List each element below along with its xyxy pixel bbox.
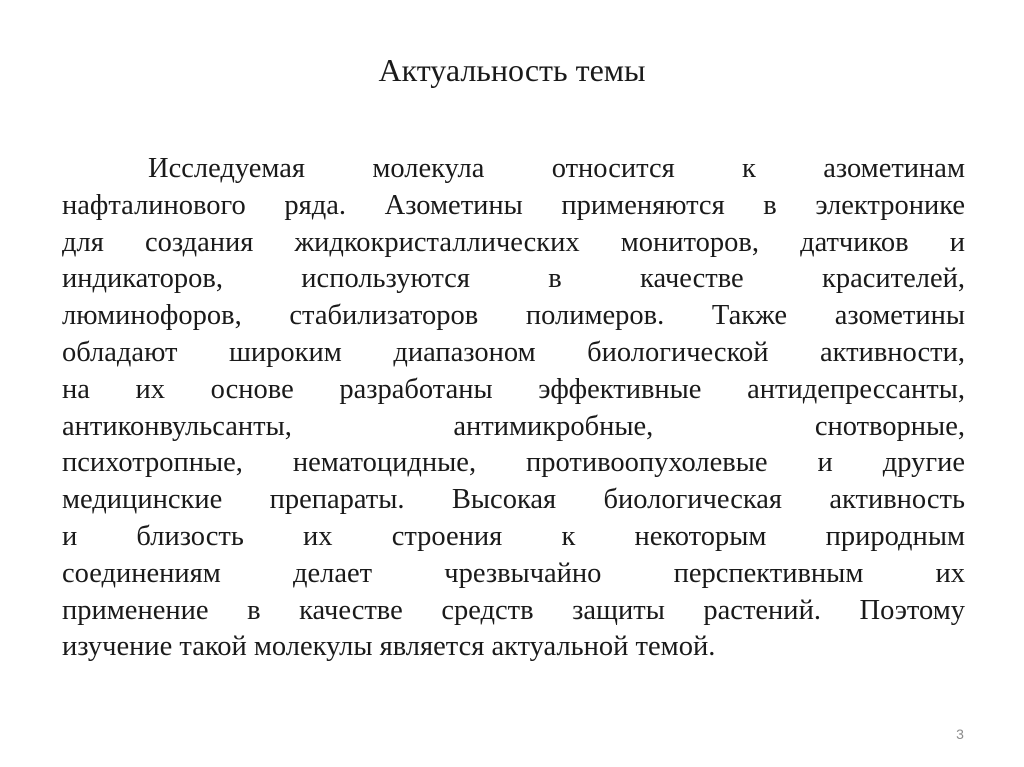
paragraph-line: на их основе разработаны эффективные антидепрессанты, xyxy=(62,373,965,405)
paragraph-line: медицинские препараты. Высокая биологическая активность xyxy=(62,484,965,516)
paragraph-line: индикаторов, используются в качестве красителей, xyxy=(62,263,965,295)
page-number: 3 xyxy=(956,726,964,742)
paragraph-line: антиконвульсанты, антимикробные, снотворные, xyxy=(62,410,965,442)
paragraph-line: нафталинового ряда. Азометины применяются в электронике xyxy=(62,189,965,221)
paragraph-line: изучение такой молекулы является актуальной темой. xyxy=(62,631,716,663)
paragraph-line: Исследуемая молекула относится к азометинам xyxy=(148,153,965,184)
paragraph-line: обладают широким диапазоном биологической активности, xyxy=(62,336,965,368)
body-paragraph xyxy=(62,151,965,666)
paragraph-line: для создания жидкокристаллических мониторов, датчиков и xyxy=(62,226,965,258)
paragraph-line: соединениям делает чрезвычайно перспективным их xyxy=(62,557,965,589)
paragraph-line: психотропные, нематоцидные, противоопухолевые и другие xyxy=(62,447,965,479)
paragraph-line: применение в качестве средств защиты растений. Поэтому xyxy=(62,594,965,626)
paragraph-line: люминофоров, стабилизаторов полимеров. Также азометины xyxy=(62,300,965,332)
paragraph-line: и близость их строения к некоторым природным xyxy=(62,520,965,552)
slide-title: Актуальность темы xyxy=(378,52,646,88)
